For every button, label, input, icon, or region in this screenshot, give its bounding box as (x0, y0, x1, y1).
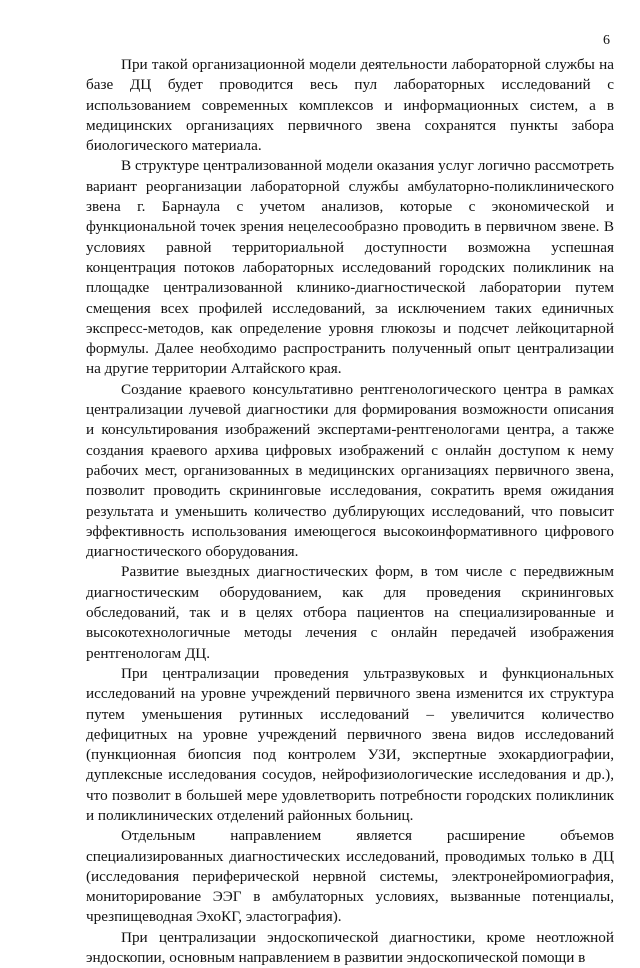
paragraph-radiology-center: Создание краевого консультативно рентгенологического центра в рамках централизации лучевой диагностики для формирования возможности описания и консультирования изображений экспертами-рентгенологами центра, а также создания краевого архива цифровых изображений с онлайн доступом к нему рабочих мест, организованных в медицинских организациях первичного звена, позволит проводить скрининговые исследования, сократить время ожидания результата и уменьшить количество дублирующих исследований, что повысит эффективность использования имеющегося высокоинформативного цифрового диагностического оборудования. (86, 380, 614, 561)
paragraph-endoscopy: При централизации эндоскопической диагностики, кроме неотложной эндоскопии, основным направлением в развитии эндоскопической помощи в (86, 928, 614, 967)
paragraph-mobile-diagnostics: Развитие выездных диагностических форм, в том числе с передвижным диагностическим оборудованием, как для проведения скрининговых обследований, так и в целях отбора пациентов на специализированные и высокотехнологичные методы лечения с онлайн передачей изображения рентгенологам ДЦ. (86, 563, 614, 662)
document-body (86, 55, 614, 968)
paragraph-lab-model: При такой организационной модели деятельности лабораторной службы на базе ДЦ будет проводится весь пул лабораторных исследований с использованием современных комплексов и информационных систем, а в медицинских организациях первичного звена сохранятся пункты забора биологического материала. (86, 56, 614, 155)
paragraph-ultrasound-centralization: При централизации проведения ультразвуковых и функциональных исследований на уровне учреждений первичного звена изменится их структура путем уменьшения рутинных исследований – увеличится количество дефицитных на уровне учреждений первичного звена видов исследований (пункционная биопсия под контролем УЗИ, экспертные эхокардиографии, дуплексные исследования сосудов, нейрофизиологические исследования и др.), что позволит в большей мере удовлетворить потребности городских поликлиник и поликлинических отделений районных больниц. (86, 664, 614, 824)
paragraph-specialized-studies: Отдельным направлением является расширение объемов специализированных диагностических исследований, проводимых только в ДЦ (исследования периферической нервной системы, электронейромиография, мониторирование ЭЭГ в амбулаторных условиях, вызванные потенциалы, чрезпищеводная ЭхоКГ, эластография). (86, 827, 614, 926)
page-number: 6 (603, 33, 610, 48)
paragraph-lab-reorganization: В структуре централизованной модели оказания услуг логично рассмотреть вариант реорганизации лабораторной службы амбулаторно-поликлинического звена г. Барнаула с учетом анализов, которые с экономической и функциональной точек зрения нецелесообразно проводить в первичном звене. В условиях равной территориальной доступности возможна успешная концентрация потоков лабораторных исследований городских поликлиник на площадке централизованной клинико-диагностической лаборатории путем смещения всех профилей исследований, за исключением таких единичных экспресс-методов, как определение уровня глюкозы и подсчет лейкоцитарной формулы. Далее необходимо распространить полученный опыт централизации на другие территории Алтайского края. (86, 157, 614, 378)
